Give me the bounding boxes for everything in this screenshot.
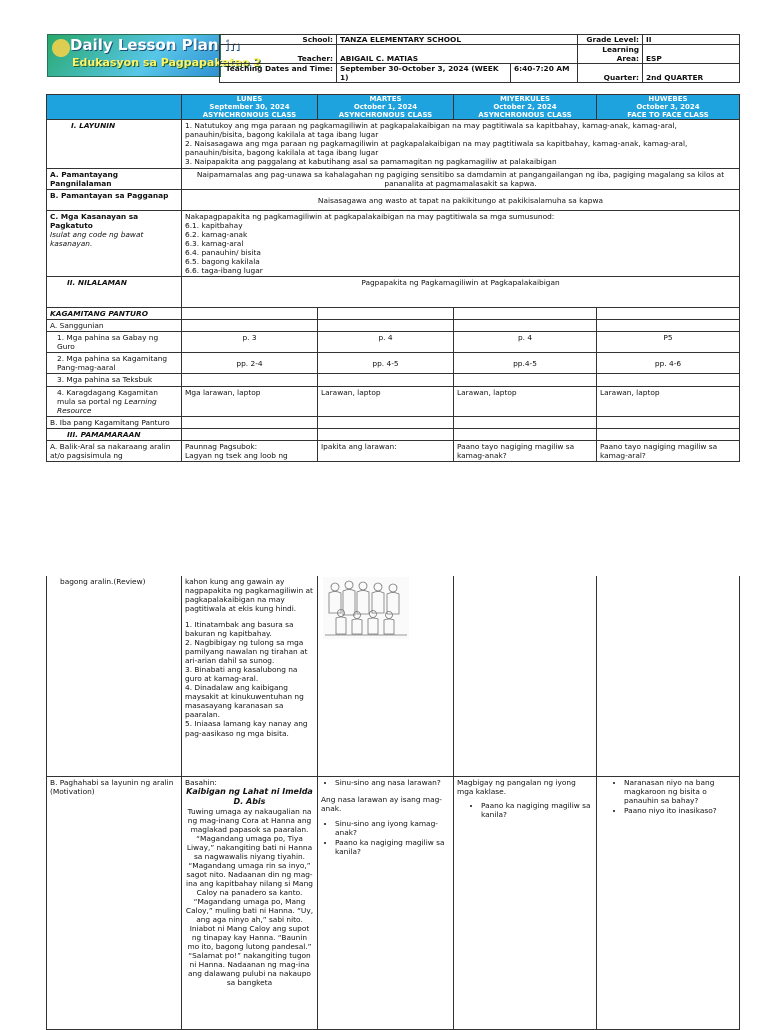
kagamitan-label: KAGAMITANG PANTURO — [47, 308, 182, 320]
gabay-guro-label: 1. Mga pahina sa Gabay ng Guro — [47, 332, 182, 353]
balik-aral-lunes: Paunnag Pagsubok: Lagyan ng tsek ang loob ng — [182, 440, 318, 461]
day-header-lunes: LUNES September 30, 2024 ASYNCHRONOUS CLASS — [182, 95, 318, 120]
logo-title: Daily Lesson Plan in — [70, 36, 240, 54]
area-label: Learning Area: — [578, 45, 643, 64]
kasanayan-label-cell — [47, 211, 182, 277]
school-value: TANZA ELEMENTARY SCHOOL — [337, 35, 578, 45]
balik-aral-martes: Ipakita ang larawan: — [318, 440, 454, 461]
karagdagan-miyerkules: Larawan, laptop — [454, 386, 597, 416]
school-label: School: — [220, 35, 337, 45]
kagamitang-mag-aaral-label: 2. Mga pahina sa Kagamitang Pang-mag-aaral — [47, 353, 182, 374]
pamamaraan-row — [47, 428, 740, 440]
gabay-guro-row — [47, 332, 740, 353]
balik-aral-huwebes-continued — [597, 576, 740, 777]
mag-aaral-huwebes: pp. 4-6 — [597, 353, 740, 374]
kasanayan-note: Isulat ang code ng bawat kasanayan. — [50, 230, 144, 249]
mag-aaral-martes: pp. 4-5 — [318, 353, 454, 374]
gabay-guro-martes: p. 4 — [318, 332, 454, 353]
paghahabi-label: B. Paghahabi sa layunin ng aralin (Motivation) — [47, 777, 182, 1030]
balik-aral-lunes-continued: kahon kung ang gawain ay nagpapakita ng pagkamagiliwin at pagkapalakaibigan na may pagtitiwala at ekis kung hindi. 1. Itinatambak ang basura sa bakuran ng kapitbahay. 2. Nagbibigay ng tulong sa mga pamilyang nawalan ng tirahan at ari-arian dahil sa sunog. 3. Binabati ang kasalubong na guro at kamag-aral. 4. Dinadalaw ang kaibigang maysakit at kinukuwentuhan ng masasayang karanasan sa paaralan. 5. Iniaasa lamang kay nanay ang pag-aasikaso ng mga bisita. — [182, 576, 318, 777]
pamamaraan-label: III. PAMAMARAAN — [47, 428, 182, 440]
story-title: Kaibigan ng Lahat ni Imelda D. Abis — [186, 787, 313, 806]
quarter-value: 2nd QUARTER — [643, 64, 740, 83]
pamantayang-pangnilalaman-text: Naipamamalas ang pag-unawa sa kahalagahan ng pagiging sensitibo sa damdamin at pangangailangan ng iba, pagiging magalang sa kilos at pananalita at pagmamalasakit sa kapwa. — [182, 169, 740, 190]
paghahabi-row — [47, 777, 740, 1030]
karagdagan-martes: Larawan, laptop — [318, 386, 454, 416]
karagdagan-lunes: Mga larawan, laptop — [182, 386, 318, 416]
day-header-martes: MARTES October 1, 2024 ASYNCHRONOUS CLASS — [318, 95, 454, 120]
day-header-row — [47, 95, 740, 120]
balik-aral-miyerkules-continued — [454, 576, 597, 777]
logo-subtitle: Edukasyon sa Pagpapakatao 2 — [72, 56, 261, 69]
day-header-blank — [47, 95, 182, 120]
balik-aral-huwebes: Paano tayo nagiging magiliw sa kamag-aral? — [597, 440, 740, 461]
pamantayang-pangnilalaman-row — [47, 169, 740, 190]
iba-pang-kagamitan-row — [47, 416, 740, 428]
kasanayan-label: C. Mga Kasanayan sa Pagkatuto — [50, 212, 139, 231]
area-value: ESP — [643, 45, 740, 64]
balik-aral-label-continued: bagong aralin.(Review) — [47, 576, 182, 777]
mag-aaral-lunes: pp. 2-4 — [182, 353, 318, 374]
sanggunian-label: A. Sanggunian — [47, 320, 182, 332]
nilalaman-row — [47, 277, 740, 308]
paghahabi-lunes: Basahin: Kaibigan ng Lahat ni Imelda D. Abis Tuwing umaga ay nakaugalian na ng mag-inang Cora at Hanna ang maglakad papasok sa paaralan. “Magandang umaga po, Tiya Liway,” nakangiting bati ni Hanna sa nagwawalis niyang tiyahin. “Magandang umaga rin sa inyo,” sagot nito. Nadaanan din ng mag-ina ang kapitbahay nilang si Mang Caloy na panadero sa kanto. “Magandang umaga po, Mang Caloy,” muling bati ni Hanna. “Uy, ang aga ninyo ah,” sabi nito. Iniabot ni Mang Caloy ang supot ng tinapay kay Hanna. “Baunin mo ito, bagong lutong pandesal.” “Salamat po!” nakangiting tugon ni Hanna. Nadaanan ng mag-ina ang dalawang pulubi na nakaupo sa bangketa — [182, 777, 318, 1030]
sun-icon — [52, 39, 70, 57]
teksbuk-row — [47, 374, 740, 386]
gabay-guro-lunes: p. 3 — [182, 332, 318, 353]
header-info-table — [219, 34, 740, 83]
pamantayan-pagganap-label: B. Pamantayan sa Pagganap — [47, 190, 182, 211]
lesson-plan-table-continued — [46, 576, 740, 1030]
teksbuk-label: 3. Mga pahina sa Teksbuk — [47, 374, 182, 386]
pamantayan-pagganap-row — [47, 190, 740, 211]
karagdagan-huwebes: Larawan, laptop — [597, 386, 740, 416]
mag-aaral-miyerkules: pp.4-5 — [454, 353, 597, 374]
iba-pang-kagamitan-label: B. Iba pang Kagamitang Panturo — [47, 416, 182, 428]
sanggunian-row — [47, 320, 740, 332]
kagamitang-mag-aaral-row — [47, 353, 740, 374]
paghahabi-miyerkules: Magbigay ng pangalan ng iyong mga kaklase. • Paano ka nagiging magiliw sa kanila? — [454, 777, 597, 1030]
nilalaman-text: Pagpapakita ng Pagkamagiliwin at Pagkapalakaibigan — [182, 277, 740, 308]
dates-value: September 30-October 3, 2024 (WEEK 1) — [337, 64, 511, 83]
kagamitan-row — [47, 308, 740, 320]
dates-label: Teaching Dates and Time: — [220, 64, 337, 83]
nilalaman-label: II. NILALAMAN — [47, 277, 182, 308]
paghahabi-martes: • Sinu-sino ang nasa larawan? Ang nasa larawan ay isang mag-anak. • Sinu-sino ang iyong kamag-anak? • Paano ka nagiging magiliw sa kanila? — [318, 777, 454, 1030]
layunin-label: I. LAYUNIN — [47, 120, 182, 169]
balik-aral-row — [47, 440, 740, 461]
balik-aral-miyerkules: Paano tayo nagiging magiliw sa kamag-anak? — [454, 440, 597, 461]
time-value: 6:40-7:20 AM — [511, 64, 578, 83]
story-text: Tuwing umaga ay nakaugalian na ng mag-inang Cora at Hanna ang maglakad papasok sa paaralan. “Magandang umaga po, Tiya Liway,” nakangiting bati ni Hanna sa nagwawalis niyang tiyahin. “Magandang umaga rin sa inyo,” sagot nito. Nadaanan din ng mag-ina ang kapitbahay nilang si Mang Caloy na panadero sa kanto. “Magandang umaga po, Mang Caloy,” muling bati ni Hanna. “Uy, ang aga ninyo ah,” sabi nito. Iniabot ni Mang Caloy ang supot ng tinapay kay Hanna. “Baunin mo ito, bagong lutong pandesal.” “Salamat po!” nakangiting tugon ni Hanna. Nadaanan ng mag-ina ang dalawang pulubi na nakaupo sa bangketa — [185, 806, 314, 988]
pamantayang-pangnilalaman-label: A. Pamantayang Pangnilalaman — [47, 169, 182, 190]
day-header-miyerkules: MIYERKULES October 2, 2024 ASYNCHRONOUS CLASS — [454, 95, 597, 120]
gabay-guro-huwebes: P5 — [597, 332, 740, 353]
day-header-huwebes: HUWEBES October 3, 2024 FACE TO FACE CLASS — [597, 95, 740, 120]
lesson-plan-logo — [47, 34, 261, 77]
grade-label: Grade Level: — [578, 35, 643, 45]
karagdagang-kagamitan-label: 4. Karagdagang Kagamitan mula sa portal ng Learning Resource — [47, 386, 182, 416]
layunin-row — [47, 120, 740, 169]
layunin-text: 1. Natutukoy ang mga paraan ng pagkamagiliwin at pagkapalakaibigan na may pagtitiwala sa kapitbahay, kamag-anak, kamag-aral, panauhin/bisita, bagong kakilala at taga ibang lugar 2. Naisasagawa ang mga paraan ng pagkamagiliwin at pagkapalakaibigan na may pagtitiwala sa kapitbahay, kamag-anak, kamag-aral, panauhin/bisita, bagong kakilala at taga ibang lugar 3. Naipapakita ang paggalang at kabutihang asal sa pamamagitan ng pagkamagiliw at palakaibigan — [182, 120, 740, 169]
karagdagang-kagamitan-row — [47, 386, 740, 416]
quarter-label: Quarter: — [578, 64, 643, 83]
grade-value: II — [643, 35, 740, 45]
balik-aral-label: A. Balik-Aral sa nakaraang aralin at/o pagsisimula ng — [47, 440, 182, 461]
family-illustration — [323, 577, 409, 639]
balik-aral-continued-row — [47, 576, 740, 777]
kasanayan-text: Nakapagpapakita ng pagkamagiliwin at pagkapalakaibigan na may pagtitiwala sa mga sumusunod: 6.1. kapitbahay 6.2. kamag-anak 6.3. kamag-aral 6.4. panauhin/ bisita 6.5. bagong kakilala 6.6. taga-ibang lugar — [182, 211, 740, 277]
gabay-guro-miyerkules: p. 4 — [454, 332, 597, 353]
lesson-plan-table — [46, 94, 740, 462]
balik-aral-martes-continued — [318, 576, 454, 777]
kasanayan-row — [47, 211, 740, 277]
teacher-value: ABIGAIL C. MATIAS — [337, 45, 578, 64]
teacher-label: Teacher: — [220, 45, 337, 64]
paghahabi-huwebes: • Naranasan niyo na bang magkaroon ng bisita o panauhin sa bahay? • Paano niyo ito inasikaso? — [597, 777, 740, 1030]
pamantayan-pagganap-text: Naisasagawa ang wasto at tapat na pakikitungo at pakikisalamuha sa kapwa — [182, 190, 740, 211]
